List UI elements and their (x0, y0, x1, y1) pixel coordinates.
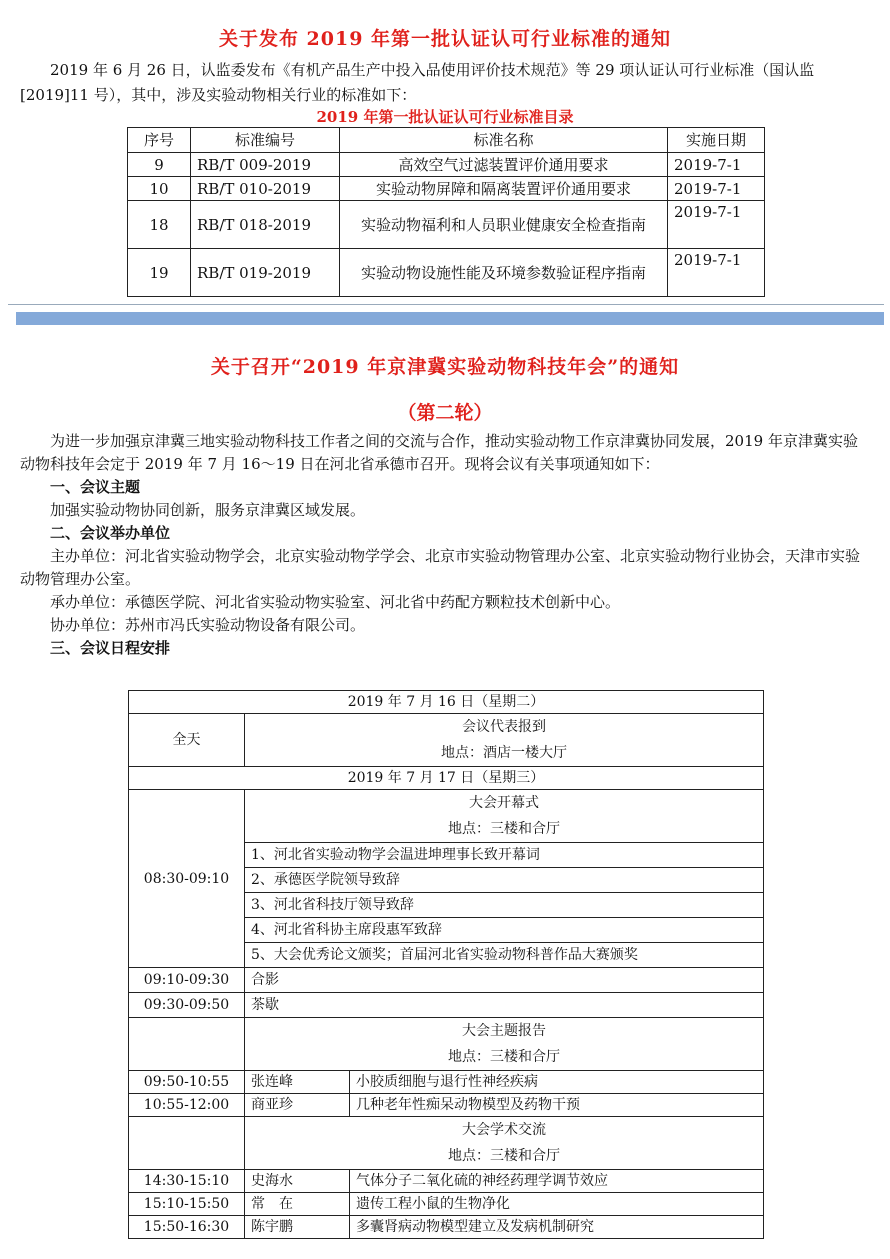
empty-cell (129, 1018, 245, 1071)
opening-title: 大会开幕式 (469, 795, 539, 811)
talk-speaker: 张连峰 (245, 1071, 350, 1094)
row-name: 实验动物屏障和隔离装置评价通用要求 (340, 177, 668, 201)
header-code: 标准编号 (191, 128, 340, 153)
table-row (129, 968, 764, 993)
break-item: 茶歇 (245, 993, 764, 1018)
table-row (129, 993, 764, 1018)
opening-item: 5、大会优秀论文颁奖；首届河北省实验动物科普作品大赛颁奖 (245, 943, 764, 968)
talk-speaker: 陈宇鹏 (245, 1216, 350, 1239)
row-code: RB/T 018-2019 (191, 201, 340, 249)
meeting-theme: 加强实验动物协同创新，服务京津冀区域发展。 (50, 501, 366, 519)
opening-item: 4、河北省科协主席段惠军致辞 (245, 918, 764, 943)
row-code: RB/T 010-2019 (191, 177, 340, 201)
keynote-title: 大会主题报告 (462, 1023, 546, 1039)
break-time: 09:30-09:50 (129, 993, 245, 1018)
talk-time: 14:30-15:10 (129, 1170, 245, 1193)
table-row (129, 1094, 764, 1117)
academic-place: 地点：三楼和合厅 (448, 1148, 560, 1164)
organizer-units: 承办单位：承德医学院、河北省实验动物实验室、河北省中药配方颗粒技术创新中心。 (50, 593, 621, 611)
talk-speaker: 史海水 (245, 1170, 350, 1193)
table-row (128, 177, 765, 201)
row-code: RB/T 009-2019 (191, 153, 340, 177)
talk-time: 15:50-16:30 (129, 1216, 245, 1239)
header-name: 标准名称 (340, 128, 668, 153)
notice2-title: 关于召开“2019 年京津冀实验动物科技年会”的通知 (210, 356, 680, 378)
notice1-intro: 2019 年 6 月 26 日，认监委发布《有机产品生产中投入品使用评价技术规范》等 29 项认证认可行业标准（国认监[2019]11 号），其中，涉及实验动物相关行业的标准如下： (20, 61, 815, 104)
talk-topic: 遗传工程小鼠的生物净化 (350, 1193, 764, 1216)
table-row (129, 1071, 764, 1094)
row-no: 19 (128, 249, 191, 297)
section-heading-schedule: 三、会议日程安排 (50, 639, 171, 657)
day1-date: 2019 年 7 月 16 日（星期二） (129, 691, 764, 714)
opening-time: 08:30-09:10 (129, 790, 245, 968)
table-row (129, 1018, 764, 1071)
photo-item: 合影 (245, 968, 764, 993)
opening-place: 地点：三楼和合厅 (448, 821, 560, 837)
talk-topic: 多囊肾病动物模型建立及发病机制研究 (350, 1216, 764, 1239)
talk-speaker: 商亚珍 (245, 1094, 350, 1117)
talk-time: 15:10-15:50 (129, 1193, 245, 1216)
section-heading-theme: 一、会议主题 (50, 478, 141, 496)
registration-cell (245, 714, 764, 767)
notice2-round: （第二轮） (397, 402, 493, 424)
table-row (128, 201, 765, 249)
keynote-place: 地点：三楼和合厅 (448, 1049, 560, 1065)
row-date: 2019-7-1 (668, 249, 765, 297)
academic-cell (245, 1117, 764, 1170)
table-header-row (128, 128, 765, 153)
talk-speaker: 常 在 (245, 1193, 350, 1216)
section-heading-organizers: 二、会议举办单位 (50, 524, 171, 542)
allday-label: 全天 (129, 714, 245, 767)
notice2-body (20, 430, 872, 660)
table-row (129, 714, 764, 767)
divider-line (8, 304, 884, 305)
table-row (128, 153, 765, 177)
date-row (129, 767, 764, 790)
row-name: 实验动物设施性能及环境参数验证程序指南 (340, 249, 668, 297)
opening-item: 2、承德医学院领导致辞 (245, 868, 764, 893)
opening-item: 3、河北省科技厅领导致辞 (245, 893, 764, 918)
table-row (129, 1170, 764, 1193)
co-organizer-units: 协办单位：苏州市冯氏实验动物设备有限公司。 (50, 616, 366, 634)
opening-item: 1、河北省实验动物学会温进坤理事长致开幕词 (245, 843, 764, 868)
row-date: 2019-7-1 (668, 201, 765, 249)
academic-title: 大会学术交流 (462, 1122, 546, 1138)
talk-time: 10:55-12:00 (129, 1094, 245, 1117)
date-row (129, 691, 764, 714)
row-name: 实验动物福利和人员职业健康安全检查指南 (340, 201, 668, 249)
header-date: 实施日期 (668, 128, 765, 153)
table-row (129, 790, 764, 843)
table-row (129, 1117, 764, 1170)
registration-title: 会议代表报到 (462, 719, 546, 735)
talk-time: 09:50-10:55 (129, 1071, 245, 1094)
host-units: 主办单位：河北省实验动物学会，北京实验动物学学会、北京市实验动物管理办公室、北京实验动物行业协会，天津市实验动物管理办公室。 (20, 547, 861, 588)
registration-place: 地点：酒店一楼大厅 (441, 745, 567, 761)
section-divider-bar (16, 312, 884, 325)
row-name: 高效空气过滤装置评价通用要求 (340, 153, 668, 177)
row-no: 10 (128, 177, 191, 201)
table-row (129, 1193, 764, 1216)
header-no: 序号 (128, 128, 191, 153)
notice1-title: 关于发布 2019 年第一批认证认可行业标准的通知 (218, 28, 672, 50)
photo-time: 09:10-09:30 (129, 968, 245, 993)
opening-cell (245, 790, 764, 843)
table-row (129, 1216, 764, 1239)
schedule-table (128, 690, 764, 1239)
row-no: 18 (128, 201, 191, 249)
row-no: 9 (128, 153, 191, 177)
standards-table-title: 2019 年第一批认证认可行业标准目录 (316, 108, 574, 126)
notice2-intro: 为进一步加强京津冀三地实验动物科技工作者之间的交流与合作，推动实验动物工作京津冀协同发展，2019 年京津冀实验动物科技年会定于 2019 年 7 月 16～19 日在河北省承德市召开。现将会议有关事项通知如下： (20, 432, 858, 473)
standards-table (127, 127, 765, 297)
empty-cell (129, 1117, 245, 1170)
talk-topic: 气体分子二氧化硫的神经药理学调节效应 (350, 1170, 764, 1193)
talk-topic: 几种老年性痴呆动物模型及药物干预 (350, 1094, 764, 1117)
row-date: 2019-7-1 (668, 177, 765, 201)
talk-topic: 小胶质细胞与退行性神经疾病 (350, 1071, 764, 1094)
day2-date: 2019 年 7 月 17 日（星期三） (129, 767, 764, 790)
keynote-cell (245, 1018, 764, 1071)
table-row (128, 249, 765, 297)
row-date: 2019-7-1 (668, 153, 765, 177)
row-code: RB/T 019-2019 (191, 249, 340, 297)
